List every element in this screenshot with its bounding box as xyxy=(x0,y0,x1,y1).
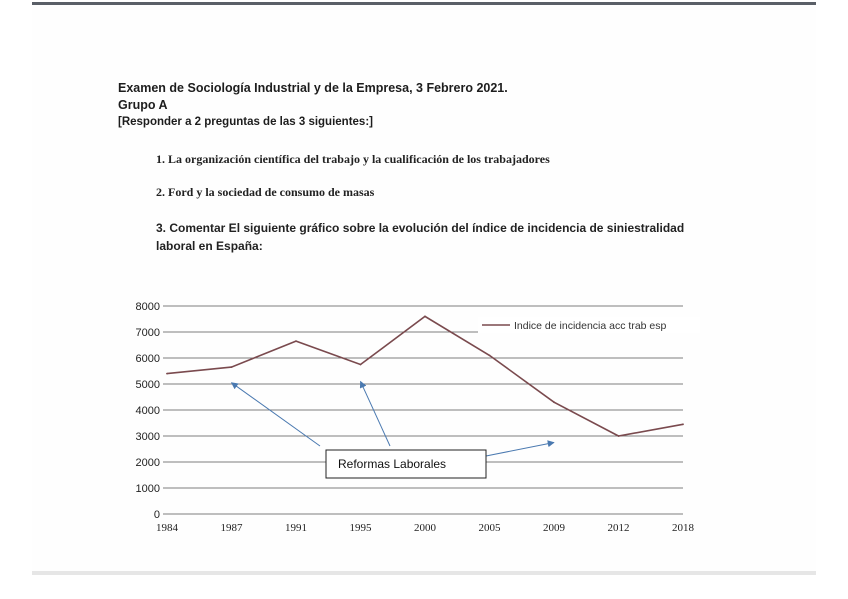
x-tick-label: 1987 xyxy=(220,522,243,534)
y-tick-label: 1000 xyxy=(135,483,160,495)
x-tick-label: 2012 xyxy=(607,522,630,534)
data-point xyxy=(618,435,620,437)
y-tick-label: 3000 xyxy=(135,431,160,443)
data-point xyxy=(360,364,362,366)
data-point xyxy=(489,355,491,357)
y-tick-label: 6000 xyxy=(135,353,160,365)
x-tick-label: 2018 xyxy=(672,522,694,534)
exam-group: Grupo A xyxy=(118,98,168,112)
y-tick-label: 5000 xyxy=(135,379,160,391)
annotation-label: Reformas Laborales xyxy=(338,457,447,471)
y-tick-label: 4000 xyxy=(135,405,160,417)
x-tick-label: 2009 xyxy=(543,522,565,534)
legend-label: Indice de incidencia acc trab esp xyxy=(514,320,667,332)
page-edge xyxy=(32,571,816,575)
y-tick-label: 0 xyxy=(153,509,160,521)
exam-instructions: [Responder a 2 preguntas de las 3 siguientes:] xyxy=(118,116,373,128)
data-point xyxy=(682,423,684,425)
question-3: 3. Comentar El siguiente gráfico sobre la evolución del índice de incidencia de siniestralidad laboral en España: xyxy=(156,221,685,253)
x-tick-label: 1984 xyxy=(156,522,178,534)
question-2: 2. Ford y la sociedad de consumo de masas xyxy=(156,185,375,199)
data-point xyxy=(166,373,168,375)
question-1: 1. La organización científica del trabajo y la cualificación de los trabajadores xyxy=(156,152,550,166)
data-point xyxy=(424,316,426,318)
data-point xyxy=(295,340,297,342)
x-tick-label: 1995 xyxy=(349,522,372,534)
x-tick-label: 1991 xyxy=(285,522,307,534)
x-tick-label: 2000 xyxy=(414,522,436,534)
x-tick-label: 2005 xyxy=(478,522,501,534)
annotation-arrow xyxy=(232,383,321,446)
y-tick-label: 8000 xyxy=(135,301,160,313)
data-point xyxy=(231,366,233,368)
exam-header xyxy=(118,80,508,131)
incidence-chart xyxy=(120,296,710,546)
line-chart-svg xyxy=(120,296,710,546)
y-tick-label: 7000 xyxy=(135,327,160,339)
series-line xyxy=(167,316,683,436)
y-tick-label: 2000 xyxy=(135,457,160,469)
data-point xyxy=(553,401,555,403)
annotation-arrow xyxy=(486,443,554,457)
exam-title: Examen de Sociología Industrial y de la Empresa, 3 Febrero 2021. xyxy=(118,81,508,95)
